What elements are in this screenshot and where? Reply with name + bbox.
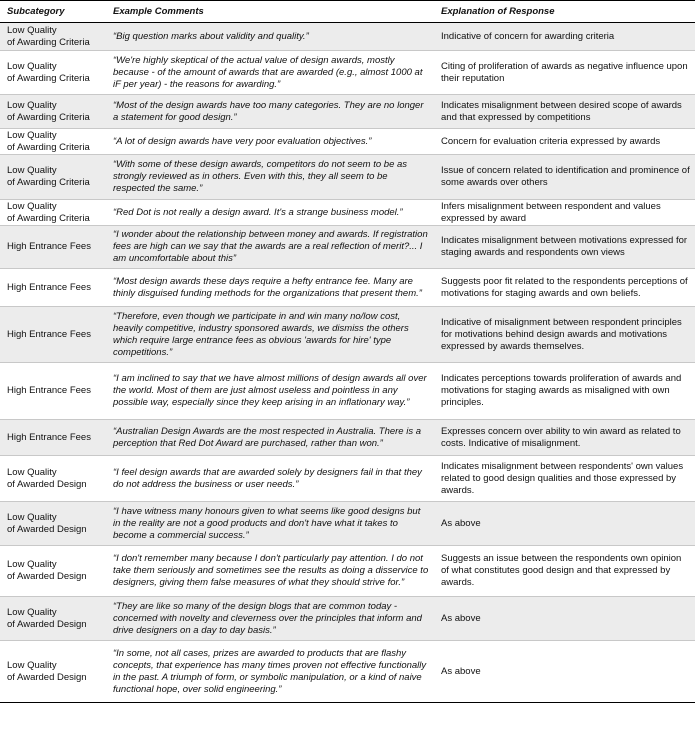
table-row xyxy=(0,95,695,129)
row-comment: “Therefore, even though we participate in and win many no/low cost, heavily competitive, industry sponsored awards, we dismiss the others which require large entrance fees as obvious 'awards for hire' type competitions.” xyxy=(113,310,409,358)
table-row xyxy=(0,51,695,95)
row-comment: “They are like so many of the design blogs that are common today - concerned with novelty and cleverness over the principles that inform and drive designers on a day to day basis.” xyxy=(113,600,422,636)
table-body xyxy=(0,23,695,703)
row-comment: “We're highly skeptical of the actual value of design awards, mostly because - of the amount of awards that are awarded (e.g., almost 1000 at iF per year) - the reasons for awarding.” xyxy=(113,54,423,90)
row-explanation: Citing of proliferation of awards as negative influence upon their reputation xyxy=(441,60,688,84)
table-row xyxy=(0,546,695,597)
row-comment: “I feel design awards that are awarded solely by designers fail in that they do not address the business or user needs.” xyxy=(113,466,422,490)
row-subcategory: Low Quality of Awarding Criteria xyxy=(7,129,90,153)
row-comment: “I have witness many honours given to what seems like good designs but in the reality are not a good products and don't have what it takes to become a commercial success.” xyxy=(113,505,421,541)
row-explanation: Indicates misalignment between respondents' own values related to good design qualities and those expressed by awards. xyxy=(441,460,684,496)
row-subcategory: High Entrance Fees xyxy=(7,385,91,396)
table-row xyxy=(0,456,695,502)
row-explanation: Suggests an issue between the respondents own opinion of what constitutes good design and that expressed by awards. xyxy=(441,553,682,588)
row-explanation: Suggests poor fit related to the respondents perceptions of motivations for staging awards and own beliefs. xyxy=(441,275,688,299)
row-comment: “Red Dot is not really a design award. It's a strange business model.” xyxy=(113,206,403,218)
row-comment: “I wonder about the relationship between money and awards. If registration fees are high can we say that the awards are a real reflection of merit?... I am uncomfortable about this” xyxy=(113,229,428,264)
row-explanation: Concern for evaluation criteria expressed by awards xyxy=(441,135,661,147)
row-subcategory: Low Quality of Awarded Design xyxy=(7,559,87,582)
row-comment: “I don't remember many because I don't particularly pay attention. I do not take them seriously and sometimes see the results as doing a disservice to designers, giving them false measures of what they should strive for.” xyxy=(113,553,429,588)
row-explanation: Infers misalignment between respondent and values expressed by award xyxy=(441,200,661,224)
row-comment: “A lot of design awards have very poor evaluation objectives.” xyxy=(113,135,372,147)
row-explanation: Indicates perceptions towards proliferation of awards and motivations for staging awards as misaligned with own principles. xyxy=(441,373,682,408)
row-subcategory: High Entrance Fees xyxy=(7,281,91,293)
table-row xyxy=(0,226,695,269)
header-row xyxy=(0,1,695,23)
row-explanation: As above xyxy=(441,612,481,624)
row-subcategory: Low Quality of Awarding Criteria xyxy=(7,60,90,84)
table-row xyxy=(0,307,695,363)
row-subcategory: High Entrance Fees xyxy=(7,431,91,443)
row-explanation: Indicates misalignment between motivations expressed for staging awards and respondents own views xyxy=(441,235,688,258)
row-subcategory: Low Quality of Awarding Criteria xyxy=(7,200,90,224)
row-subcategory: Low Quality of Awarded Design xyxy=(7,659,87,683)
row-explanation: Issue of concern related to identification and prominence of some awards over others xyxy=(441,165,690,188)
row-subcategory: Low Quality of Awarded Design xyxy=(7,511,87,535)
table-row xyxy=(0,269,695,307)
row-subcategory: High Entrance Fees xyxy=(7,328,91,340)
table-row xyxy=(0,155,695,200)
table-row xyxy=(0,23,695,51)
row-subcategory: Low Quality of Awarded Design xyxy=(7,606,87,630)
row-explanation: As above xyxy=(441,665,481,677)
row-comment: “I am inclined to say that we have almost millions of design awards all over the world. Most of them are just almost useless and pointless in any possible way, especially since they keep arising in an inflationary way.” xyxy=(113,373,427,408)
row-subcategory: Low Quality of Awarding Criteria xyxy=(7,24,90,48)
row-explanation: As above xyxy=(441,517,481,529)
table-row xyxy=(0,641,695,703)
row-subcategory: Low Quality of Awarding Criteria xyxy=(7,99,90,123)
table-row xyxy=(0,129,695,155)
row-explanation: Expresses concern over ability to win award as related to costs. Indicative of misalignment. xyxy=(441,425,681,449)
row-comment: “Big question marks about validity and quality.” xyxy=(113,30,309,42)
row-comment: “Australian Design Awards are the most respected in Australia. There is a perception that Red Dot Award are purchased, rather than won.” xyxy=(113,425,422,449)
table-row xyxy=(0,597,695,641)
row-comment: “Most of the design awards have too many categories. They are no longer a statement for good design.” xyxy=(113,99,424,123)
table-row xyxy=(0,363,695,420)
row-subcategory: Low Quality of Awarded Design xyxy=(7,466,87,490)
header-explanation: Explanation of Response xyxy=(434,1,695,23)
header-subcategory: Subcategory xyxy=(0,1,106,23)
table-row xyxy=(0,420,695,456)
row-comment: “Most design awards these days require a hefty entrance fee. Many are thinly disguised funding methods for the organizations that present them.” xyxy=(113,275,422,299)
row-subcategory: High Entrance Fees xyxy=(7,241,91,252)
table-row xyxy=(0,200,695,226)
row-explanation: Indicates misalignment between desired scope of awards and that expressed by competitions xyxy=(441,99,682,123)
row-explanation: Indicative of misalignment between respondent principles for motivations behind design awards and motivations expressed by awards themselves. xyxy=(441,316,682,352)
header-example-comments: Example Comments xyxy=(106,1,434,23)
row-subcategory: Low Quality of Awarding Criteria xyxy=(7,165,90,188)
row-comment: “In some, not all cases, prizes are awarded to products that are flashy concepts, that experience has many times proven not effective functionally in the past. A triumph of form, or symbolic manipulation, or a kind of naive functional hope, over solid engineering.” xyxy=(113,647,427,695)
row-comment: “With some of these design awards, competitors do not seem to be as strongly reviewed as in others. Even with this, they all seem to be respected the same.” xyxy=(113,159,408,194)
table-row xyxy=(0,502,695,546)
row-explanation: Indicative of concern for awarding criteria xyxy=(441,30,615,42)
